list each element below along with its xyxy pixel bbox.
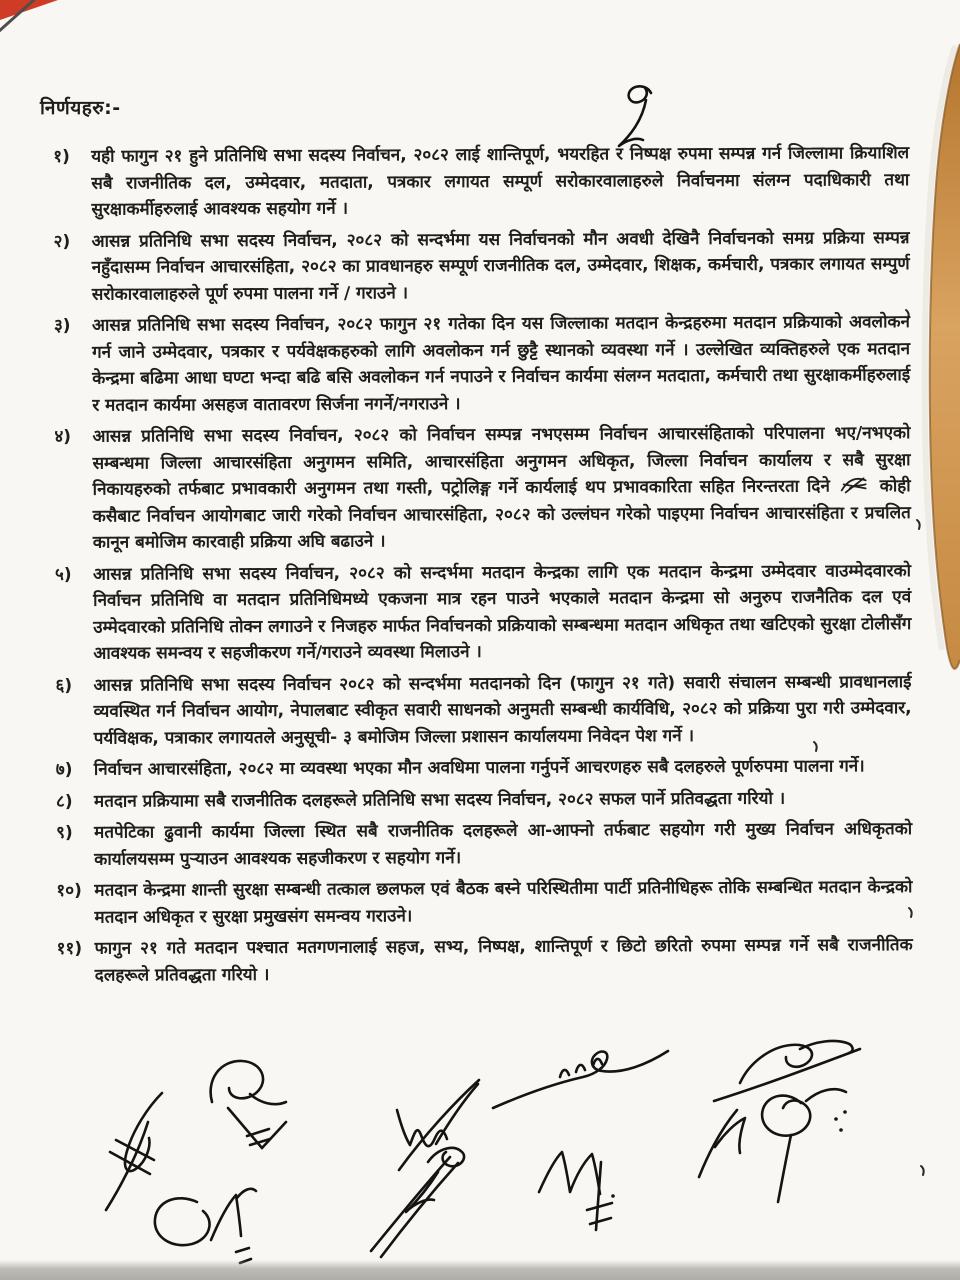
decision-item-8 — [56, 785, 912, 815]
decision-item-9 — [56, 816, 912, 873]
item-number: ७) — [55, 759, 73, 780]
table-corner-red — [0, 0, 58, 32]
signature-6 — [371, 1148, 464, 1257]
signature-5 — [714, 1041, 860, 1101]
item-text: मतदान प्रक्रियामा सबै राजनीतिक दलहरूले प्रतिनिधि सभा सदस्य निर्वाचन, २०८२ सफल पार्ने प्रतिवद्धता गरियो । — [93, 788, 786, 812]
item-number: ५) — [54, 564, 72, 585]
item-number: ९) — [56, 822, 73, 843]
signature-2 — [211, 1061, 286, 1148]
document-heading: निर्णयहरु:- — [40, 97, 121, 119]
signature-3 — [397, 1080, 479, 1170]
item-number: ११) — [56, 938, 83, 959]
item-text: आसन्न प्रतिनिधि सभा सदस्य निर्वाचन, २०८२ को सन्दर्भमा यस निर्वाचनको मौन अवधी देखिनै निर्वाचनको समग्र प्रक्रिया सम्पन्न नहुँदासम्म निर्वाचन आचारसंहिता, २०८२ का प्रावधानहरु सम्पूर्ण राजनीतिक दल, उम्मेदवार, शिक्षक, कर्मचारी, पत्रकार लगायत सम्पुर्ण सरोकारवालाहरुले पूर्ण रुपमा पालना गर्ने / गराउने । — [91, 227, 910, 305]
item-text-after-scribble: कोही कसैबाट निर्वाचन आयोगबाट जारी गरेको निर्वाचन आचारसंहिता, २०८२ को उल्लंघन गरेको पाइएमा निर्वाचन आचारसंहिता र प्रचलित कानून बमोजिम कारवाही प्रक्रिया अघि बढाउने । — [92, 476, 911, 553]
item-number: ६) — [55, 675, 73, 696]
item-number: ८) — [55, 791, 73, 812]
decision-item-10 — [56, 874, 912, 931]
item-text: आसन्न प्रतिनिधि सभा सदस्य निर्वाचन २०८२ को सन्दर्भमा मतदानको दिन (फागुन २१ गते) सवारी संचालन सम्बन्धी प्रावधानलाई व्यवस्थित गर्न निर्वाचन आयोग, नेपालबाट स्वीकृत सवारी साधनको अनुमती सम्बन्धी कार्यविधि, २०८२ को प्रक्रिया पुरा गरी उम्मेदवार, पर्यविक्षक, पत्राकार लगायतले अनुसूची- ३ बमोजिम जिल्ला प्रशासन कार्यालयमा निवेदन पेश गर्ने । — [93, 671, 912, 749]
signature-9 — [762, 1089, 847, 1202]
decision-item-5 — [55, 558, 911, 668]
item-number: १०) — [56, 880, 82, 901]
item-text: आसन्न प्रतिनिधि सभा सदस्य निर्वाचन, २०८२ को सन्दर्भमा मतदान केन्द्रका लागि एक मतदान केन्द्रमा उम्मेदवार वाउम्मेदवारको निर्वाचन प्रतिनिधि वा मतदान प्रतिनिधिमध्ये एकजना मात्र रहन पाउने भएकाले मतदान केन्द्रमा सो अनुरुप राजनैतिक दल एवं उम्मेदवारको प्रतिनिधि तोक्न लगाउने र निजहरु मार्फत निर्वाचनको प्रक्रियाको सम्बन्धमा मतदान अधिकृत तथा खटिएको सुरक्षा टोलीसँग आवश्यक समन्वय र सहजीकरण गर्ने/गराउने व्यवस्था मिलाउने । — [92, 560, 912, 664]
item-text: मतपेटिका ढुवानी कार्यमा जिल्ला स्थित सबै राजनीतिक दलहरूले आ-आफ्नो तर्फबाट सहयोग गरी मुख्य निर्वाचन अधिकृतको कार्यालयसम्म पुऱ्याउन आवश्यक सहजीकरण र सहयोग गर्ने। — [94, 819, 913, 870]
top-signature — [619, 86, 651, 146]
table-edge-orange — [925, 44, 960, 669]
item-number: १) — [53, 146, 70, 167]
item-number: ३) — [53, 315, 71, 336]
item-text-before-scribble: आसन्न प्रतिनिधि सभा सदस्य निर्वाचन, २०८२ को निर्वाचन सम्पन्न नभएसम्म निर्वाचन आचारसंहिताको परिपालना भए/नभएको सम्बन्धमा जिल्ला आचारसंहिता अनुगमन समिति, आचारसंहिता अनुगमन अधिकृत, जिल्ला निर्वाचन कार्यालय र सबै सुरक्षा निकायहरुको तर्फबाट प्रभावकारी अनुगमन तथा गस्ती, पट्रोलिङ्ग गर्ने कार्यलाई थप प्रभावकारिता सहित निरन्तरता दिने — [92, 423, 911, 500]
decision-item-3 — [54, 309, 910, 419]
item-text: यही फागुन २१ हुने प्रतिनिधि सभा सदस्य निर्वाचन, २०८२ लाई शान्तिपूर्ण, भयरहित र निष्पक्ष रुपमा सम्पन्न गर्न जिल्लामा क्रियाशिल सबै राजनीतिक दल, उम्मेदवार, मतदाता, पत्रकार लगायत सम्पूर्ण सरोकारवालाहरुले निर्वाचनमा संलग्न पदाधिकारी तथा सुरक्षाकर्मीहरुलाई आवश्यक सहयोग गर्ने । — [91, 143, 910, 220]
decision-item-1 — [53, 140, 909, 223]
item-text — [92, 420, 911, 556]
signature-10 — [155, 1189, 256, 1263]
item-text: फागुन २१ गते मतदान पश्चात मतगणनालाई सहज, सभ्य, निष्पक्ष, शान्तिपूर्ण र छिटो छरितो रुपमा सम्पन्न गर्ने सबै राजनीतिक दलहरूले प्रतिवद्धता गरियो । — [94, 935, 913, 986]
item-text: निर्वाचन आचारसंहिता, २०८२ मा व्यवस्था भएका मौन अवधिमा पालना गर्नुपर्ने आचरणहरु सबै दलहरुले पूर्णरुपमा पालना गर्ने। — [93, 756, 865, 780]
signature-1 — [106, 1093, 162, 1210]
decision-item-2 — [54, 225, 910, 308]
item-text: आसन्न प्रतिनिधि सभा सदस्य निर्वाचन, २०८२ फागुन २१ गतेका दिन यस जिल्लाका मतदान केन्द्रहरुमा मतदान प्रक्रियाको अवलोकन गर्न जाने उम्मेदवार, पत्रकार र पर्यवेक्षकहरुको लागि अवलोकन गर्न छुट्टै स्थानको व्यवस्था गर्ने । उल्लेखित व्यक्तिहरुले एक मतदान केन्द्रमा बढिमा आधा घण्टा भन्दा बढि बसि अवलोकन गर्न नपाउने र निर्वाचन कार्यमा संलग्न मतदाता, कर्मचारी तथा सुरक्षाकर्मीहरुलाई र मतदान कार्यमा असहज वातावरण सिर्जना नगर्ने/नगराउने । — [91, 312, 911, 416]
item-number: २) — [53, 231, 71, 252]
item-number: ४) — [54, 426, 72, 447]
item-text: मतदान केन्द्रमा शान्ती सुरक्षा सम्बन्धी तत्काल छलफल एवं बैठक बस्ने परिस्थितीमा पार्टी प्रतिनीधिहरू तोकि सम्बन्धित मतदान केन्द्रको मतदान अधिकृत र सुरक्षा प्रमुखसंग समन्वय गराउने। — [94, 877, 913, 928]
decision-item-4 — [54, 420, 911, 556]
ink-scribble-correction — [840, 474, 870, 494]
decision-item-6 — [55, 669, 911, 752]
signature-7 — [539, 1152, 615, 1230]
decision-item-11 — [57, 932, 913, 989]
signature-8 — [699, 1110, 745, 1177]
photo-bottom-edge — [0, 1260, 960, 1280]
decision-list — [53, 140, 913, 994]
decision-item-7 — [56, 753, 912, 783]
signature-4 — [493, 1051, 668, 1108]
